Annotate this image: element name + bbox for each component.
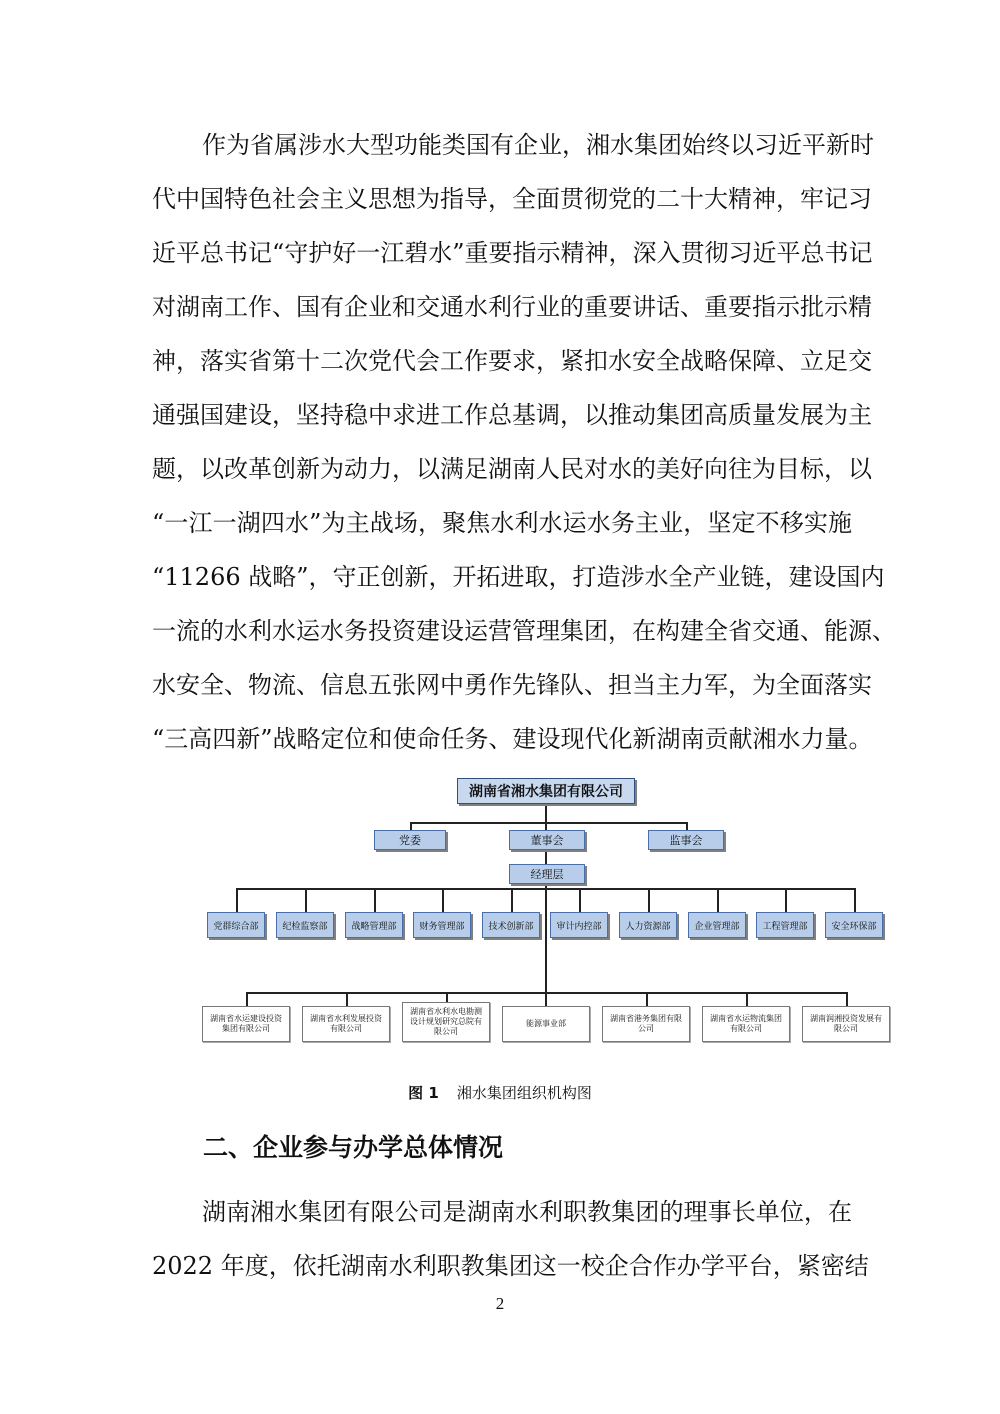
connector-line (545, 992, 547, 1006)
org-board: 董事会 (509, 830, 585, 850)
org-department: 技术创新部 (482, 912, 540, 938)
text-line: 代中国特色社会主义思想为指导，全面贯彻党的二十大精神，牢记习 (152, 185, 872, 213)
text-line: 神，落实省第十二次党代会工作要求，紧扣水安全战略保障、立足交 (152, 347, 872, 375)
connector-line (648, 888, 650, 912)
figure-title: 湘水集团组织机构图 (456, 1084, 592, 1102)
connector-line (442, 888, 444, 912)
org-subsidiary: 湖南润湘投资发展有限公司 (802, 1006, 890, 1042)
org-management: 经理层 (509, 864, 585, 884)
org-subsidiary: 湖南省水利水电勘测设计规划研究总院有限公司 (402, 1002, 490, 1042)
connector-line (236, 888, 238, 912)
connector-line (785, 888, 787, 912)
org-party-committee: 党委 (374, 830, 446, 850)
connector-line (579, 888, 581, 912)
text-line: 题，以改革创新为动力，以满足湖南人民对水的美好向往为目标，以 (152, 455, 872, 483)
text-line: 通强国建设，坚持稳中求进工作总基调，以推动集团高质量发展为主 (152, 401, 872, 429)
connector-line (236, 888, 854, 890)
text-line: 2022 年度，依托湖南水利职教集团这一校企合作办学平台，紧密结 (152, 1252, 869, 1280)
connector-line (305, 888, 307, 912)
text-line: 作为省属涉水大型功能类国有企业，湘水集团始终以习近平新时 (202, 131, 874, 159)
text-line: “一江一湖四水”为主战场，聚焦水利水运水务主业，坚定不移实施 (152, 509, 852, 537)
connector-line (646, 992, 648, 1006)
text-line: 近平总书记“守护好一江碧水”重要指示精神，深入贯彻习近平总书记 (152, 239, 873, 267)
text-line: 一流的水利水运水务投资建设运营管理集团，在构建全省交通、能源、 (152, 617, 896, 645)
page-number: 2 (495, 1294, 505, 1313)
org-top-company: 湖南省湘水集团有限公司 (457, 778, 635, 804)
figure-number: 图 1 (408, 1084, 439, 1102)
text-line: “三高四新”战略定位和使命任务、建设现代化新湖南贡献湘水力量。 (152, 725, 873, 753)
org-subsidiary: 湖南省水运物流集团有限公司 (702, 1006, 790, 1042)
org-department: 安全环保部 (825, 912, 883, 938)
org-department: 审计内控部 (550, 912, 608, 938)
connector-line (854, 888, 856, 912)
connector-line (346, 992, 348, 1006)
text-line: 对湖南工作、国有企业和交通水利行业的重要讲话、重要指示批示精 (152, 293, 872, 321)
org-department: 工程管理部 (756, 912, 814, 938)
connector-line (746, 992, 748, 1006)
connector-line (511, 888, 513, 912)
org-subsidiary: 湖南省水运建设投资集团有限公司 (202, 1006, 290, 1042)
connector-line (545, 798, 547, 992)
org-supervisory-board: 监事会 (648, 830, 724, 850)
org-subsidiary: 湖南省港务集团有限公司 (602, 1006, 690, 1042)
org-subsidiary: 能源事业部 (502, 1006, 590, 1042)
text-line: “11266 战略”，守正创新，开拓进取，打造涉水全产业链，建设国内 (152, 563, 885, 591)
org-chart (0, 760, 1000, 1060)
figure-caption (0, 1082, 1000, 1103)
connector-line (846, 992, 848, 1006)
org-department: 战略管理部 (345, 912, 403, 938)
org-subsidiary: 湖南省水利发展投资有限公司 (302, 1006, 390, 1042)
text-line: 湖南湘水集团有限公司是湖南水利职教集团的理事长单位，在 (202, 1198, 852, 1226)
text-line: 水安全、物流、信息五张网中勇作先锋队、担当主力军，为全面落实 (152, 671, 872, 699)
section-heading: 二、企业参与办学总体情况 (203, 1133, 504, 1162)
org-department: 财务管理部 (413, 912, 471, 938)
connector-line (717, 888, 719, 912)
connector-line (374, 888, 376, 912)
connector-line (246, 992, 248, 1006)
org-department: 纪检监察部 (276, 912, 334, 938)
org-department: 党群综合部 (207, 912, 265, 938)
org-department: 企业管理部 (688, 912, 746, 938)
org-department: 人力资源部 (619, 912, 677, 938)
connector-line (410, 822, 687, 824)
